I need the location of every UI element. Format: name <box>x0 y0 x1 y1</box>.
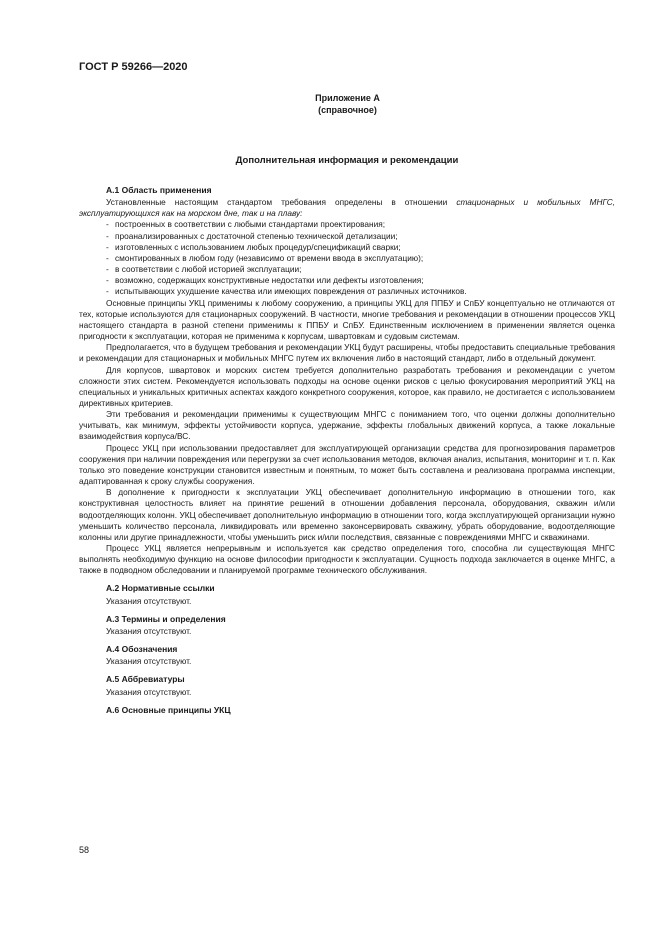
document-body <box>79 185 615 717</box>
list-item: - испытывающих ухудшение качества или имеющих повреждения от различных источников. <box>106 286 615 297</box>
list-item: - возможно, содержащих конструктивные недостатки или дефекты изготовления; <box>106 275 615 286</box>
section-a5-text: Указания отсутствуют. <box>106 686 192 697</box>
appendix-subtitle: (справочное) <box>318 105 377 115</box>
paragraph: Процесс УКЦ при использовании предоставляет для эксплуатирующей организации средства для прогнозирования параметров сооружения при наличии повреждения или перегрузки за счет использования методов, включая анализ, испытания, мониторинг и т. п. Как только это поведение конструкции становится известным и понятным, то может быть составлена и реализована программа инспекции, адаптированная к сроку службы сооружения. <box>79 442 615 487</box>
section-a1-intro <box>79 197 615 219</box>
list-item: - построенных в соответствии с любыми стандартами проектирования; <box>106 219 615 230</box>
list-item: - проанализированных с достаточной степенью технической детализации; <box>106 231 615 242</box>
section-a1-heading: А.1 Область применения <box>106 185 212 195</box>
section-a4-heading: А.4 Обозначения <box>106 644 178 655</box>
section-a4-text: Указания отсутствуют. <box>106 656 192 667</box>
section-a6-heading: А.6 Основные принципы УКЦ <box>106 704 231 715</box>
document-title: Дополнительная информация и рекомендации <box>235 155 459 166</box>
intro-italic: стационарных и мобильных МНГС, эксплуатирующихся как на морском дне, так и на плаву: <box>79 197 615 219</box>
section-a5-heading: А.5 Аббревиатуры <box>106 674 185 685</box>
appendix-title: Приложение А <box>315 93 380 103</box>
paragraph: Основные принципы УКЦ применимы к любому сооружению, а принципы УКЦ для ППБУ и СпБУ концептуально не отличаются от тех, которые используются для стационарных сооружений. В частности, многие требования и рекомендации в отношении процессов УКЦ настоящего стандарта в разной степени применимы к ППБУ и СпБУ. Единственным исключением в применении является оценка пригодности к эксплуатации, которая не применима к корпусам, швартовкам и судовым системам. <box>79 297 615 342</box>
list-item: - изготовленных с использованием любых процедур/спецификаций сварки; <box>106 242 615 253</box>
paragraph: Эти требования и рекомендации применимы к существующим МНГС с пониманием того, что оценки должны дополнительно учитывать, как минимум, эффекты устойчивости корпуса, удержание, эффекты глобальных движений корпуса, а также локальные взаимодействия корпуса/ВС. <box>79 409 615 442</box>
paragraph: Для корпусов, швартовок и морских систем требуется дополнительно разработать требования и рекомендации с учетом сложности этих систем. Рекомендуется использовать подходы на основе оценки рисков с целью фокусирования мероприятий УКЦ на специальных и уникальных критичных аспектах каждого конкретного сооружения, которое, как правило, не достигается с использованием директивных критериев. <box>79 364 615 408</box>
list-item: - в соответствии с любой историей эксплуатации; <box>106 264 615 275</box>
section-a3-heading: А.3 Термины и определения <box>106 613 226 624</box>
list-item: - смонтированных в любом году (независимо от времени ввода в эксплуатацию); <box>106 253 615 264</box>
paragraph: Предполагается, что в будущем требования и рекомендации УКЦ будут расширены, чтобы предоставить специальные требования и рекомендации для стационарных и мобильных МНГС путем их включения либо в настоящий стандарт, либо в отдельный документ. <box>79 342 615 364</box>
section-a2-text: Указания отсутствуют. <box>106 595 192 606</box>
intro-plain: Установленные настоящим стандартом требования определены в отношении <box>106 197 457 208</box>
paragraph: Процесс УКЦ является непрерывным и используется как средство определения того, способна ли существующая МНГС выполнять необходимую функцию на основе философии пригодности к эксплуатации. Сущность подхода заключается в оценке МНГС, а также в подводном обследовании и планируемой программе технического обслуживания. <box>79 543 615 576</box>
section-a2-heading: А.2 Нормативные ссылки <box>106 583 215 594</box>
section-a3-text: Указания отсутствуют. <box>106 625 192 636</box>
paragraph: В дополнение к пригодности к эксплуатации УКЦ обеспечивает дополнительную информацию в отношении того, как конструктивная целостность влияет на принятие решений в отношении добавления персонала, оборудования, скважин и/или водоотделяющих колонн. УКЦ обеспечивает дополнительную информацию в отношении того, когда эксплуатирующей организации нужно уменьшить количество персонала, ликвидировать или временно законсервировать скважину, убрать оборудование, водоотделяющие колонны или другие принадлежности, чтобы уменьшить риск и/или последствия, связанные с повреждениями МНГС и скважинами. <box>79 487 615 542</box>
appendix-label <box>300 92 395 116</box>
standard-designation: ГОСТ Р 59266—2020 <box>79 61 188 73</box>
scope-list <box>79 219 615 297</box>
page-number: 58 <box>79 845 90 855</box>
